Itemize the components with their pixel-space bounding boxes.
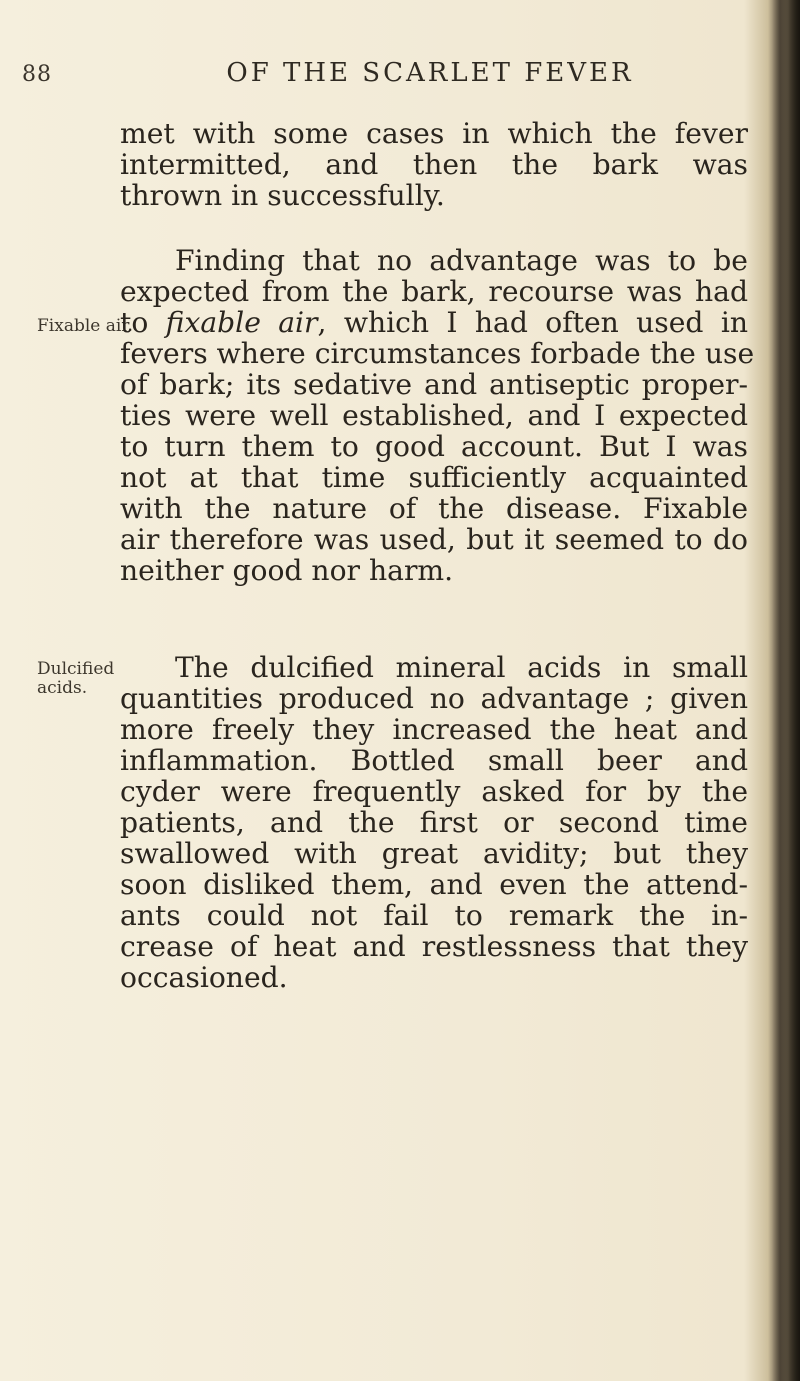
text-line: intermitted, and then the bark was [120,148,748,181]
text-line: air therefore was used, but it seemed to do [120,523,748,556]
italic-term: fixable air [165,306,318,339]
text-line: of bark; its sedative and antiseptic proper- [120,368,748,401]
margin-note-fixable-air: Fixable air. [37,316,133,336]
text-line: ants could not fail to remark the in- [120,899,748,932]
text-line: soon disliked them, and even the attend- [120,868,748,901]
text-line: quantities produced no advantage ; given [120,682,748,715]
margin-note-line: Dulcified [37,659,115,679]
text-line: neither good nor harm. [120,554,454,587]
book-binding-edge [772,0,800,1381]
text-line: ties were well established, and I expected [120,399,748,432]
text-line: more freely they increased the heat and [120,713,748,746]
text-line: not at that time sufficiently acquainted [120,461,748,494]
text-line: inflammation. Bottled small beer and [120,744,748,777]
text-line: expected from the bark, recourse was had [120,275,748,308]
text-line: crease of heat and restlessness that they [120,930,748,963]
text-line: patients, and the first or second time [120,806,748,839]
text-line: Finding that no advantage was to be [175,244,748,277]
text-line: with the nature of the disease. Fixable [120,492,748,525]
paragraph-dulcified-acids [120,652,748,993]
text-line: met with some cases in which the fever [120,117,748,150]
text-line: occasioned. [120,961,288,994]
paragraph-fixable-air [120,244,755,587]
text-line: thrown in successfully. [120,179,445,212]
text-line: fevers where circumstances forbade the use [120,337,755,370]
paragraph-continuation [120,118,748,211]
text-line: to turn them to good account. But I was [120,430,748,463]
margin-note-line: acids. [37,678,88,698]
text-line-with-italic [120,307,748,338]
page-number: 88 [22,62,52,87]
text-line: The dulcified mineral acids in small [175,651,748,684]
margin-note-dulcified-acids [37,660,114,698]
text-fragment: , which I had often used in [317,306,748,339]
text-line: swallowed with great avidity; but they [120,837,748,870]
text-line: cyder were frequently asked for by the [120,775,748,808]
text-fragment: to [120,306,166,339]
running-head-title: OF THE SCARLET FEVER [226,58,634,88]
